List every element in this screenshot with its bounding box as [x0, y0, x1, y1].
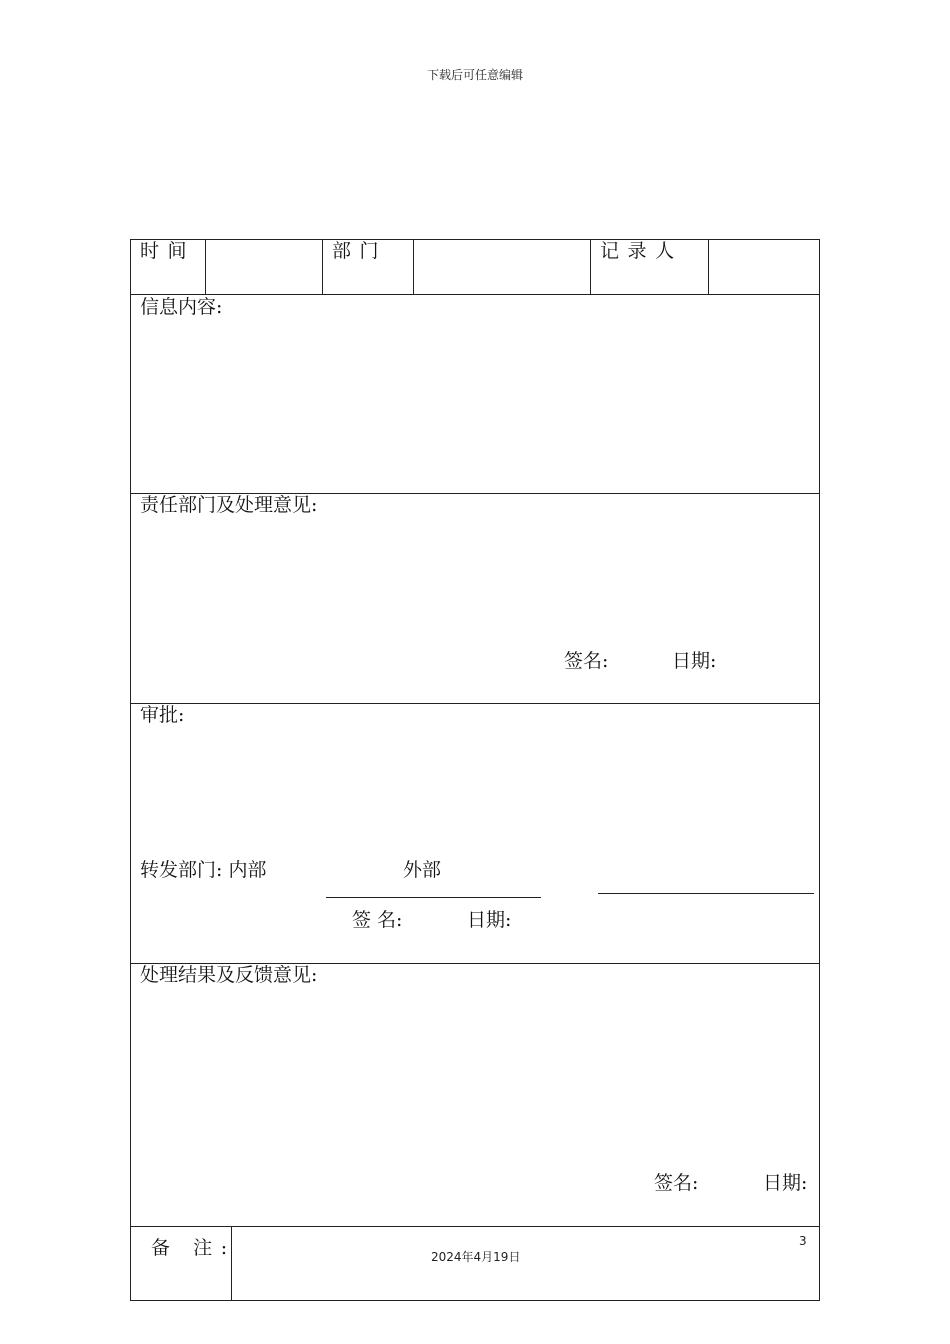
approval-label: 审批: [140, 704, 185, 726]
approval-date-label: 日期: [467, 909, 512, 931]
external-dept-underline [598, 893, 814, 894]
result-sign-label: 签名: [654, 1172, 699, 1194]
row1-divider-3 [413, 239, 414, 295]
responsible-label: 责任部门及处理意见: [140, 494, 318, 516]
separator-remarks [130, 1226, 820, 1227]
row1-divider-2 [322, 239, 323, 295]
responsible-sign-label: 签名: [564, 650, 609, 672]
form-border-right [819, 239, 820, 1301]
info-feedback-form [130, 239, 820, 1301]
internal-dept-underline [326, 897, 541, 898]
row1-divider-1 [205, 239, 206, 295]
separator-info [130, 294, 820, 295]
page-number: 3 [799, 1234, 807, 1248]
remarks-label: 备 注: [151, 1237, 236, 1259]
result-label: 处理结果及反馈意见: [140, 964, 318, 986]
footer-date: 2024年4月19日 [431, 1250, 521, 1264]
row1-divider-5 [708, 239, 709, 295]
approval-sign-label: 签 名: [352, 909, 403, 931]
row1-divider-4 [590, 239, 591, 295]
form-border-left [130, 239, 131, 1301]
result-date-label: 日期: [763, 1172, 808, 1194]
external-label: 外部 [403, 859, 442, 881]
form-border-bottom [130, 1300, 820, 1301]
dept-label: 部门 [332, 240, 388, 262]
header-note: 下载后可任意编辑 [426, 68, 523, 82]
forward-dept-label: 转发部门: 内部 [140, 859, 267, 881]
form-border-top [130, 239, 820, 240]
time-label: 时间 [140, 240, 196, 262]
info-content-label: 信息内容: [140, 296, 223, 318]
separator-approval [130, 703, 820, 704]
recorder-label: 记录人 [600, 240, 683, 262]
responsible-date-label: 日期: [672, 650, 717, 672]
